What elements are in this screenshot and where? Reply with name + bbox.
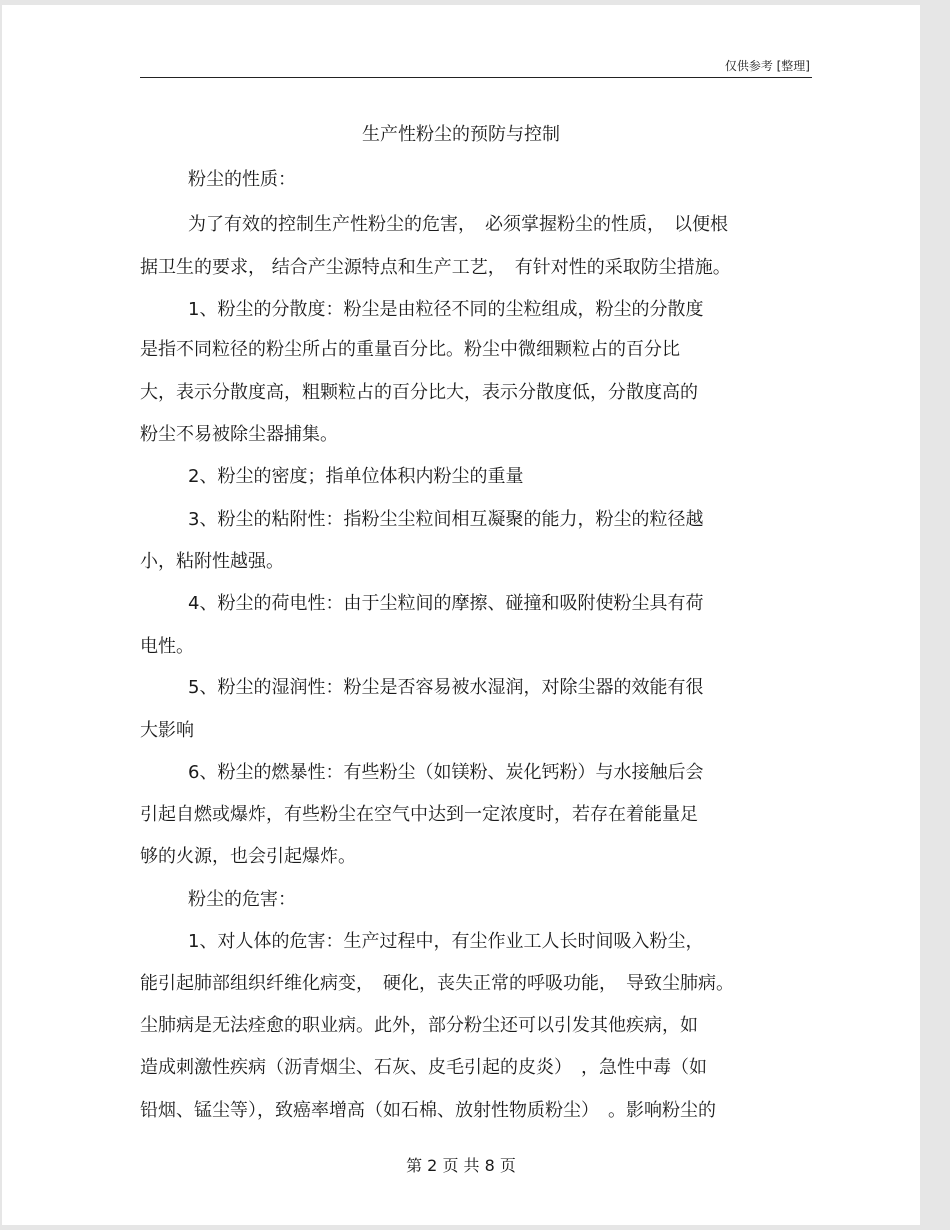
paragraph-line: 铅烟、锰尘等），致癌率增高（如石棉、放射性物质粉尘） 。影响粉尘的 (140, 1100, 716, 1121)
paragraph-line: 1、对人体的危害：生产过程中，有尘作业工人长时间吸入粉尘， (188, 931, 704, 952)
paragraph-line: 够的火源，也会引起爆炸。 (140, 846, 356, 867)
document-title: 生产性粉尘的预防与控制 (362, 124, 560, 145)
paragraph-line: 2、粉尘的密度；指单位体积内粉尘的重量 (188, 466, 524, 487)
header-rule (140, 77, 812, 78)
paragraph-line: 5、粉尘的湿润性：粉尘是否容易被水湿润，对除尘器的效能有很 (188, 677, 704, 698)
paragraph-line: 为了有效的控制生产性粉尘的危害， 必须掌握粉尘的性质， 以便根 (188, 214, 728, 235)
paragraph-line: 粉尘不易被除尘器捕集。 (140, 424, 338, 445)
paragraph-line: 3、粉尘的粘附性：指粉尘尘粒间相互凝聚的能力，粉尘的粒径越 (188, 509, 704, 530)
paragraph-line: 尘肺病是无法痊愈的职业病。此外，部分粉尘还可以引发其他疾病，如 (140, 1015, 698, 1036)
paragraph-line: 造成刺激性疾病（沥青烟尘、石灰、皮毛引起的皮炎） ，急性中毒（如 (140, 1057, 707, 1078)
document-page (2, 5, 920, 1225)
paragraph-line: 大影响 (140, 720, 194, 741)
paragraph-line: 大，表示分散度高，粗颗粒占的百分比大，表示分散度低，分散度高的 (140, 382, 698, 403)
paragraph-line: 6、粉尘的燃暴性：有些粉尘（如镁粉、炭化钙粉）与水接触后会 (188, 762, 704, 783)
paragraph-line: 能引起肺部组织纤维化病变， 硬化，丧失正常的呼吸功能， 导致尘肺病。 (140, 973, 734, 994)
paragraph-line: 引起自燃或爆炸，有些粉尘在空气中达到一定浓度时，若存在着能量足 (140, 804, 698, 825)
paragraph-line: 小，粘附性越强。 (140, 551, 284, 572)
paragraph-line: 据卫生的要求， 结合产尘源特点和生产工艺， 有针对性的采取防尘措施。 (140, 257, 731, 278)
page-number-footer: 第 2 页 共 8 页 (406, 1156, 516, 1175)
paragraph-line: 是指不同粒径的粉尘所占的重量百分比。粉尘中微细颗粒占的百分比 (140, 339, 680, 360)
paragraph-line: 电性。 (140, 636, 194, 657)
paragraph-line: 4、粉尘的荷电性：由于尘粒间的摩擦、碰撞和吸附使粉尘具有荷 (188, 593, 704, 614)
section-heading-properties: 粉尘的性质： (188, 169, 296, 190)
paragraph-line: 1、粉尘的分散度：粉尘是由粒径不同的尘粒组成，粉尘的分散度 (188, 299, 704, 320)
section-heading-hazards: 粉尘的危害： (188, 889, 296, 910)
header-note: 仅供参考 [整理] (724, 59, 810, 73)
